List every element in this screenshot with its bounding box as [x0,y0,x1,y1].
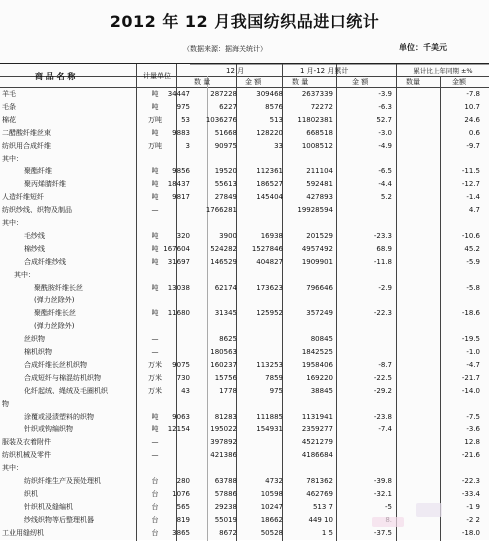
yoy-qty: -22.3 [373,309,392,318]
month-amt: 27849 [214,193,237,202]
month-amt: 421386 [210,451,237,460]
row-unit: 吨 [151,425,159,434]
yoy-amt: -19.5 [461,335,480,344]
month-qty: 565 [176,502,190,511]
row-unit: 台 [151,477,159,485]
month-qty: 975 [176,102,190,111]
cum-qty: 975 [269,386,283,395]
yoy-amt: -5.9 [466,257,480,266]
month-amt: 57886 [214,489,237,498]
row-unit: 吨 [151,180,159,189]
yoy-qty: -8.7 [378,360,392,369]
row-name: 聚酯纤维长丝 [34,309,76,318]
header-bottom-line [0,87,489,88]
table-row [0,192,489,203]
month-qty: 9817 [172,193,190,202]
month-amt: 160237 [210,360,237,369]
month-amt: 180563 [210,348,237,356]
yoy-amt: -3.6 [466,425,480,434]
table-row [0,489,489,500]
row-name: 聚酯纤维 [24,167,52,176]
cum-amt: 1842525 [301,348,333,356]
table-row [0,399,489,410]
month-amt: 1036276 [205,115,237,124]
month-qty: 9075 [172,360,190,369]
cum-qty: 16938 [260,231,283,240]
row-unit: 吨 [151,128,159,137]
table-row [0,270,489,281]
cum-amt: 1909901 [301,257,333,266]
header-yoy: 累计比上年同期 ±% [413,67,473,75]
cum-amt: 592481 [306,180,333,189]
row-name: 针织或钩编织物 [24,425,73,434]
header-cum-amt: 金 额 [352,78,369,86]
yoy-amt: -1.0 [466,348,480,356]
yoy-amt: -21.6 [461,451,480,460]
cum-amt: 781362 [306,477,333,485]
cum-amt: 80845 [310,335,333,344]
cum-amt: 1008512 [301,141,333,150]
row-unit: 吨 [151,244,159,253]
cum-amt: 357249 [306,309,333,318]
yoy-qty: 52.7 [376,115,392,124]
yoy-amt: -2 2 [466,515,480,524]
yoy-amt: -1 9 [466,502,480,511]
month-amt: 15756 [214,373,237,382]
month-amt: 1766281 [205,206,237,215]
yoy-qty: -37.5 [373,528,392,537]
cum-qty: 113253 [256,360,283,369]
table-row [0,424,489,435]
month-qty: 43 [181,386,190,395]
month-amt: 51668 [214,128,237,137]
cum-amt: 2637339 [301,90,333,98]
yoy-qty: -4.4 [378,180,392,189]
row-unit: 台 [151,515,159,524]
row-unit: — [151,335,159,344]
row-unit: 吨 [151,309,159,318]
month-amt: 55019 [214,515,237,524]
row-name: 毛条 [2,102,16,111]
row-name: 二醋酸纤维丝束 [2,128,51,137]
row-name: 合成纤维纱线 [24,257,66,266]
row-unit: 台 [151,489,159,498]
row-unit: 吨 [151,283,159,292]
cum-amt: 169220 [306,373,333,382]
row-name: 纺织机械及零件 [2,451,51,460]
row-name: 聚丙烯腈纤维 [24,180,66,189]
row-name: 针织机及缝编机 [24,502,73,511]
yoy-qty: -5 [385,502,392,511]
row-name: 织机 [24,489,38,498]
month-qty: 13038 [167,283,190,292]
yoy-qty: -4.9 [378,141,392,150]
row-name: 其中： [2,154,23,163]
month-amt: 63788 [214,477,237,485]
month-amt: 81283 [214,412,237,421]
cum-amt: 427893 [306,193,333,202]
header-cum-qty: 数 量 [292,78,309,86]
cum-amt: 1958406 [301,360,333,369]
table-row [0,295,489,306]
row-unit: 万吨 [148,115,162,124]
row-name: 纺织纤维生产及预处理机 [24,477,101,485]
cum-amt: 668518 [306,128,333,137]
row-unit: 台 [151,502,159,511]
table-row [0,360,489,371]
table-row [0,334,489,345]
table-row [0,115,489,126]
row-name: 合成纤维长丝机织物 [24,360,87,369]
table-row [0,141,489,152]
yoy-amt: -18.6 [461,309,480,318]
month-amt: 90975 [214,141,237,150]
yoy-amt: 4.7 [468,206,480,215]
table-row [0,386,489,397]
row-name: 服装及衣着附件 [2,438,51,447]
row-name: 人造纤维短纤 [2,193,44,202]
row-name: 工业用缝纫机 [2,528,44,537]
month-amt: 29238 [214,502,237,511]
cum-qty: 309468 [256,90,283,98]
table-row [0,412,489,423]
yoy-amt: -7.5 [466,412,480,421]
row-name: (弹力丝除外) [34,322,75,331]
row-unit: 万米 [148,360,162,369]
yoy-qty: -6.5 [378,167,392,176]
month-qty: 3 [185,141,190,150]
yoy-amt: -33.4 [461,489,480,498]
table-row [0,166,489,177]
yoy-qty: -32.1 [373,489,392,498]
data-source-note: （数据来源：据海关统计） [183,45,267,53]
row-unit: 台 [151,528,159,537]
scan-smudge [416,503,442,517]
yoy-amt: 24.6 [464,115,480,124]
row-name: 纺织用合成纤维 [2,141,51,150]
cum-qty: 7859 [265,373,283,382]
header-unit: 计量单位 [143,72,171,80]
header-qty: 数 量 [194,78,211,86]
cum-amt: 2359277 [301,425,333,434]
cum-qty: 404827 [256,257,283,266]
month-qty: 280 [176,477,190,485]
cum-qty: 50528 [260,528,283,537]
table-row [0,102,489,113]
row-unit: 万米 [148,373,162,382]
row-name: 其中： [14,270,35,279]
yoy-amt: -7.8 [466,90,480,98]
month-qty: 320 [176,231,190,240]
group-line [190,64,489,65]
month-qty: 12154 [167,425,190,434]
yoy-amt: -9.7 [466,141,480,150]
month-amt: 146529 [210,257,237,266]
yoy-qty: 5.2 [380,193,392,202]
month-qty: 730 [176,373,190,382]
month-qty: 18437 [167,180,190,189]
cum-qty: 4732 [265,477,283,485]
row-name: 羊毛 [2,90,16,98]
cum-amt: 1131941 [301,412,333,421]
header-yoy-amt: 金额 [452,78,466,86]
table-row [0,321,489,332]
table-row [0,283,489,294]
cum-amt: 38845 [310,386,333,395]
unit-label: 单位：千美元 [399,43,447,52]
row-name: 其中： [2,219,23,227]
table-row [0,128,489,139]
cum-amt: 4521279 [301,438,333,447]
row-unit: 吨 [151,257,159,266]
row-name: 丝织物 [24,335,45,344]
month-qty: 9883 [172,128,190,137]
yoy-qty: -7.4 [378,425,392,434]
table-row [0,528,489,539]
cum-amt: 11802381 [297,115,333,124]
cum-qty: 513 [269,115,283,124]
month-qty: 9063 [172,412,190,421]
yoy-qty: -29.2 [373,386,392,395]
table-row [0,308,489,319]
cum-qty: 10247 [260,502,283,511]
cum-amt: 1 5 [321,528,333,537]
month-amt: 1778 [219,386,237,395]
month-amt: 6227 [219,102,237,111]
table-row [0,450,489,461]
row-unit: — [151,451,159,460]
table-row [0,218,489,229]
page-title: 2012 年 12 月我国纺织品进口统计 [109,12,380,31]
yoy-qty: -22.5 [373,373,392,382]
cum-qty: 173623 [256,283,283,292]
table-row [0,463,489,474]
row-unit: 吨 [151,167,159,176]
cum-amt: 513 7 [312,502,333,511]
month-qty: 53 [181,115,190,124]
month-qty: 11680 [167,309,190,318]
row-name: 棉花 [2,115,16,124]
table-row [0,373,489,384]
row-unit: 吨 [151,231,159,240]
yoy-amt: -12.7 [461,180,480,189]
table-row [0,244,489,255]
cum-qty: 18662 [260,515,283,524]
yoy-qty: -39.8 [373,477,392,485]
month-qty: 167604 [163,244,190,253]
yoy-amt: 10.7 [464,102,480,111]
cum-amt: 796646 [306,283,333,292]
month-qty: 31697 [167,257,190,266]
month-amt: 8672 [219,528,237,537]
cum-qty: 154931 [256,425,283,434]
table-row [0,89,489,100]
row-name: 棉纱线 [24,244,45,253]
row-unit: — [151,206,159,215]
yoy-amt: -11.5 [461,167,480,176]
yoy-amt: -10.6 [461,231,480,240]
row-name: 物 [2,399,9,408]
month-qty: 1076 [172,489,190,498]
header-cumulative: 1 月-12 月累计 [300,67,349,75]
row-name: 纺织纱线、织物及制品 [2,206,72,215]
scan-smudge [372,517,404,527]
row-name: 毛纱线 [24,231,45,240]
table-row [0,257,489,268]
month-qty: 819 [176,515,190,524]
yoy-amt: 12.8 [464,438,480,447]
cum-amt: 4186684 [301,451,333,460]
table-row [0,347,489,358]
yoy-amt: -5.8 [466,283,480,292]
row-name: 其中： [2,464,23,473]
yoy-qty: -23.8 [373,412,392,421]
cum-qty: 8576 [265,102,283,111]
yoy-amt: -21.7 [461,373,480,382]
month-amt: 62174 [214,283,237,292]
cum-qty: 186527 [256,180,283,189]
month-amt: 55613 [214,180,237,189]
month-amt: 31345 [214,309,237,318]
month-qty: 9856 [172,167,190,176]
row-name: 合成短纤与棉混纺机织物 [24,373,101,382]
yoy-qty: -6.3 [378,102,392,111]
yoy-amt: -14.0 [461,386,480,395]
yoy-qty: 68.9 [376,244,392,253]
row-unit: 吨 [151,90,159,98]
month-amt: 195022 [210,425,237,434]
header-name: 商 品 名 称 [35,72,76,81]
row-name: 纱线织物等后整理机器 [24,515,94,524]
row-name: (弹力丝除外) [34,296,75,305]
row-name: 棉机织物 [24,348,52,356]
row-unit: 吨 [151,193,159,202]
month-amt: 3900 [219,231,237,240]
yoy-qty: -11.8 [373,257,392,266]
yoy-amt: 45.2 [464,244,480,253]
yoy-qty: -3.9 [378,90,392,98]
cum-qty: 10598 [260,489,283,498]
cum-qty: 112361 [256,167,283,176]
cum-amt: 449 10 [308,515,333,524]
row-unit: — [151,348,159,356]
cum-amt: 211104 [306,167,333,176]
row-name: 涂覆或浸渍塑料的织物 [24,412,94,421]
cum-qty: 145404 [256,193,283,202]
header-amt: 金 额 [245,78,262,86]
cum-qty: 125952 [256,309,283,318]
cum-amt: 201529 [306,231,333,240]
row-unit: 吨 [151,412,159,421]
month-amt: 524282 [210,244,237,253]
cum-qty: 1527846 [251,244,283,253]
row-unit: 万米 [148,386,162,395]
yoy-qty: -2.9 [378,283,392,292]
row-unit: 吨 [151,102,159,111]
row-name: 聚酰胺纤维长丝 [34,283,83,292]
month-amt: 397892 [210,438,237,447]
row-name: 化纤起绒、绳绒及毛圈机织 [24,386,108,395]
cum-amt: 19928594 [297,206,333,215]
table-row [0,179,489,190]
yoy-amt: -18.0 [461,528,480,537]
table-row [0,437,489,448]
yoy-amt: 0.6 [468,128,480,137]
row-unit: 万吨 [148,141,162,150]
yoy-qty: -23.3 [373,231,392,240]
cum-qty: 111885 [256,412,283,421]
month-amt: 19520 [214,167,237,176]
month-amt: 8625 [219,335,237,344]
month-qty: 3865 [172,528,190,537]
header-month: 12 月 [226,67,245,75]
table-row [0,154,489,165]
header-yoy-qty: 数量 [406,78,420,86]
month-amt: 287228 [210,90,237,98]
yoy-qty: -3.0 [378,128,392,137]
row-unit: — [151,438,159,447]
table-row [0,205,489,216]
yoy-amt: -1.4 [466,193,480,202]
cum-qty: 128220 [256,128,283,137]
table-row [0,476,489,487]
cum-amt: 4957492 [301,244,333,253]
import-statistics-table [0,63,489,541]
cum-amt: 72272 [310,102,333,111]
table-row [0,231,489,242]
month-qty: 34447 [167,90,190,98]
yoy-amt: -22.3 [461,477,480,485]
yoy-amt: -4.7 [466,360,480,369]
cum-amt: 462769 [306,489,333,498]
cum-qty: 33 [274,141,283,150]
